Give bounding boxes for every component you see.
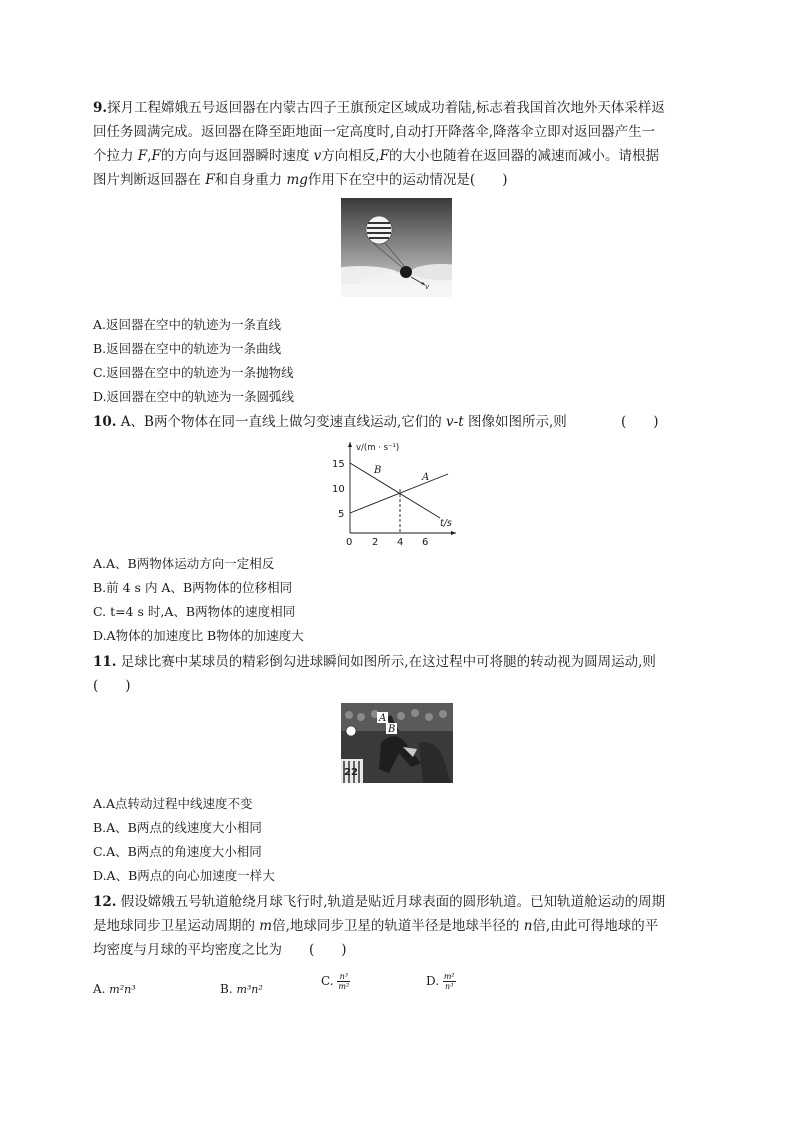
q12-c-label: C.: [321, 974, 338, 988]
q9-F3: F: [379, 148, 389, 164]
vt-graph: [330, 436, 465, 548]
q9-F2: F: [151, 148, 161, 164]
xtick-0: 0: [346, 537, 353, 548]
ball: [346, 726, 356, 736]
point-b-label: B: [388, 724, 396, 735]
q12-line-1: [93, 890, 693, 914]
q9-option-c[interactable]: C.返回器在空中的轨迹为一条抛物线: [93, 365, 294, 380]
q10-option-a[interactable]: A.A、B两物体运动方向一定相反: [93, 556, 275, 571]
ytick-10: 10: [332, 484, 345, 495]
xtick-6: 6: [422, 537, 429, 548]
q9-mg: mg: [286, 172, 308, 188]
question-11-stem: [93, 650, 693, 698]
xtick-2: 2: [372, 537, 379, 548]
y-axis-label: v/(m · s⁻¹): [356, 443, 400, 453]
q11-option-d[interactable]: D.A、B两点的向心加速度一样大: [93, 868, 275, 883]
q9-t4b: 和自身重力: [214, 172, 287, 188]
label-line-a: A: [422, 472, 430, 483]
q11-text-1: 足球比赛中某球员的精彩倒勾进球瞬间如图所示,在这过程中可将腿的转动视为圆周运动,则: [116, 654, 656, 670]
q9-t3a: 个拉力: [93, 148, 138, 164]
q12-option-b[interactable]: [220, 982, 263, 996]
q11-line-1: [93, 650, 693, 674]
q12-d-label: D.: [426, 974, 443, 988]
q9-t3c: 的方向与返回器瞬时速度: [160, 148, 314, 164]
question-12-stem: [93, 890, 693, 962]
q9-t4a: 图片判断返回器在: [93, 172, 206, 188]
q12-n: n: [523, 918, 533, 934]
q9-F: F: [137, 148, 148, 164]
q10-vt: v-t: [446, 414, 464, 430]
q12-t2a: 是地球同步卫星运动周期的: [93, 918, 260, 934]
q9-option-d[interactable]: D.返回器在空中的轨迹为一条圆弧线: [93, 389, 295, 404]
q9-t3e: 的大小也随着在返回器的减速而减小。请根据: [388, 148, 659, 164]
q9-t3b: ,: [147, 148, 152, 164]
q12-text-1: 假设嫦娥五号轨道舱绕月球飞行时,轨道是贴近月球表面的圆形轨道。已知轨道舱运动的周期: [116, 894, 666, 910]
q9-t4c: 作用下在空中的运动情况是( ): [307, 172, 508, 188]
football-illustration: [341, 703, 453, 783]
q12-number: 12.: [93, 894, 117, 910]
q12-c-numerator: n³: [337, 972, 350, 982]
line-a: [350, 474, 448, 513]
q12-b-label: B.: [220, 982, 237, 996]
q12-d-fraction: [443, 972, 456, 991]
q9-option-b[interactable]: B.返回器在空中的轨迹为一条曲线: [93, 341, 282, 356]
q10-text-a: A、B两个物体在同一直线上做匀变速直线运动,它们的: [116, 414, 447, 430]
question-9-stem: [93, 96, 693, 192]
t-axis-arrow: [451, 531, 456, 535]
v-axis-arrow: [348, 442, 352, 447]
q12-d-numerator: m²: [443, 972, 455, 981]
velocity-label: v: [425, 283, 429, 291]
q12-b-expr: m³n²: [236, 983, 263, 996]
parachute-canopy: [366, 216, 392, 244]
ytick-15: 15: [332, 459, 345, 470]
q12-a-expr: m²n³: [109, 983, 136, 996]
q12-option-a[interactable]: [93, 982, 136, 996]
x-axis-label: t/s: [440, 518, 452, 529]
label-line-b: B: [374, 465, 382, 476]
q12-c-denominator: m²: [338, 982, 350, 991]
q12-c-fraction: [337, 972, 350, 991]
q12-t2c: 倍,由此可得地球的平: [532, 918, 659, 934]
q12-option-d[interactable]: [426, 972, 456, 991]
q12-options: [93, 972, 493, 1010]
q10-option-c[interactable]: C. t=4 s 时,A、B两物体的速度相同: [93, 604, 296, 619]
point-a-label: A: [379, 713, 387, 724]
parachute-photo: [341, 198, 452, 297]
q9-line-2: 回任务圆满完成。返回器在降至距地面一定高度时,自动打开降落伞,降落伞立即对返回器产生一: [93, 124, 656, 140]
jersey-number: 22: [344, 767, 358, 778]
q9-line-4: [93, 168, 693, 192]
q12-line-2: [93, 914, 693, 938]
q12-line-3: 均密度与月球的平均密度之比为 ( ): [93, 942, 347, 958]
q9-line-3: [93, 144, 693, 168]
q11-number: 11.: [93, 654, 117, 670]
capsule: [400, 266, 412, 278]
xtick-4: 4: [397, 537, 404, 548]
q10-option-d[interactable]: D.A物体的加速度比 B物体的加速度大: [93, 628, 304, 643]
q10-text-b: 图像如图所示,则: [463, 414, 567, 430]
q12-option-c[interactable]: [321, 972, 350, 991]
q12-a-label: A.: [93, 982, 110, 996]
q9-number: 9.: [93, 100, 108, 116]
q9-F4: F: [205, 172, 215, 188]
q11-option-c[interactable]: C.A、B两点的角速度大小相同: [93, 844, 262, 859]
q11-option-b[interactable]: B.A、B两点的线速度大小相同: [93, 820, 262, 835]
football-photo: [341, 703, 453, 783]
parachute-illustration: [341, 198, 452, 297]
q12-t2b: 倍,地球同步卫星的轨道半径是地球半径的: [272, 918, 524, 934]
q10-bracket: ( ): [621, 414, 659, 430]
ytick-5: 5: [338, 509, 345, 520]
q9-line-1: [93, 96, 693, 120]
q9-option-a[interactable]: A.返回器在空中的轨迹为一条直线: [93, 317, 282, 332]
q9-text-1: 探月工程嫦娥五号返回器在内蒙古四子王旗预定区域成功着陆,标志着我国首次地外天体采样返: [107, 100, 665, 116]
q9-v: v: [313, 148, 322, 164]
q12-d-denominator: n³: [445, 982, 454, 991]
q10-option-b[interactable]: B.前 4 s 内 A、B两物体的位移相同: [93, 580, 293, 595]
q10-number: 10.: [93, 414, 117, 430]
q12-m: m: [259, 918, 273, 934]
q9-t3d: 方向相反,: [321, 148, 380, 164]
vt-graph-svg: [330, 436, 465, 548]
q11-option-a[interactable]: A.A点转动过程中线速度不变: [93, 796, 253, 811]
q11-line-2: ( ): [93, 678, 131, 694]
question-10-stem: [93, 410, 693, 434]
